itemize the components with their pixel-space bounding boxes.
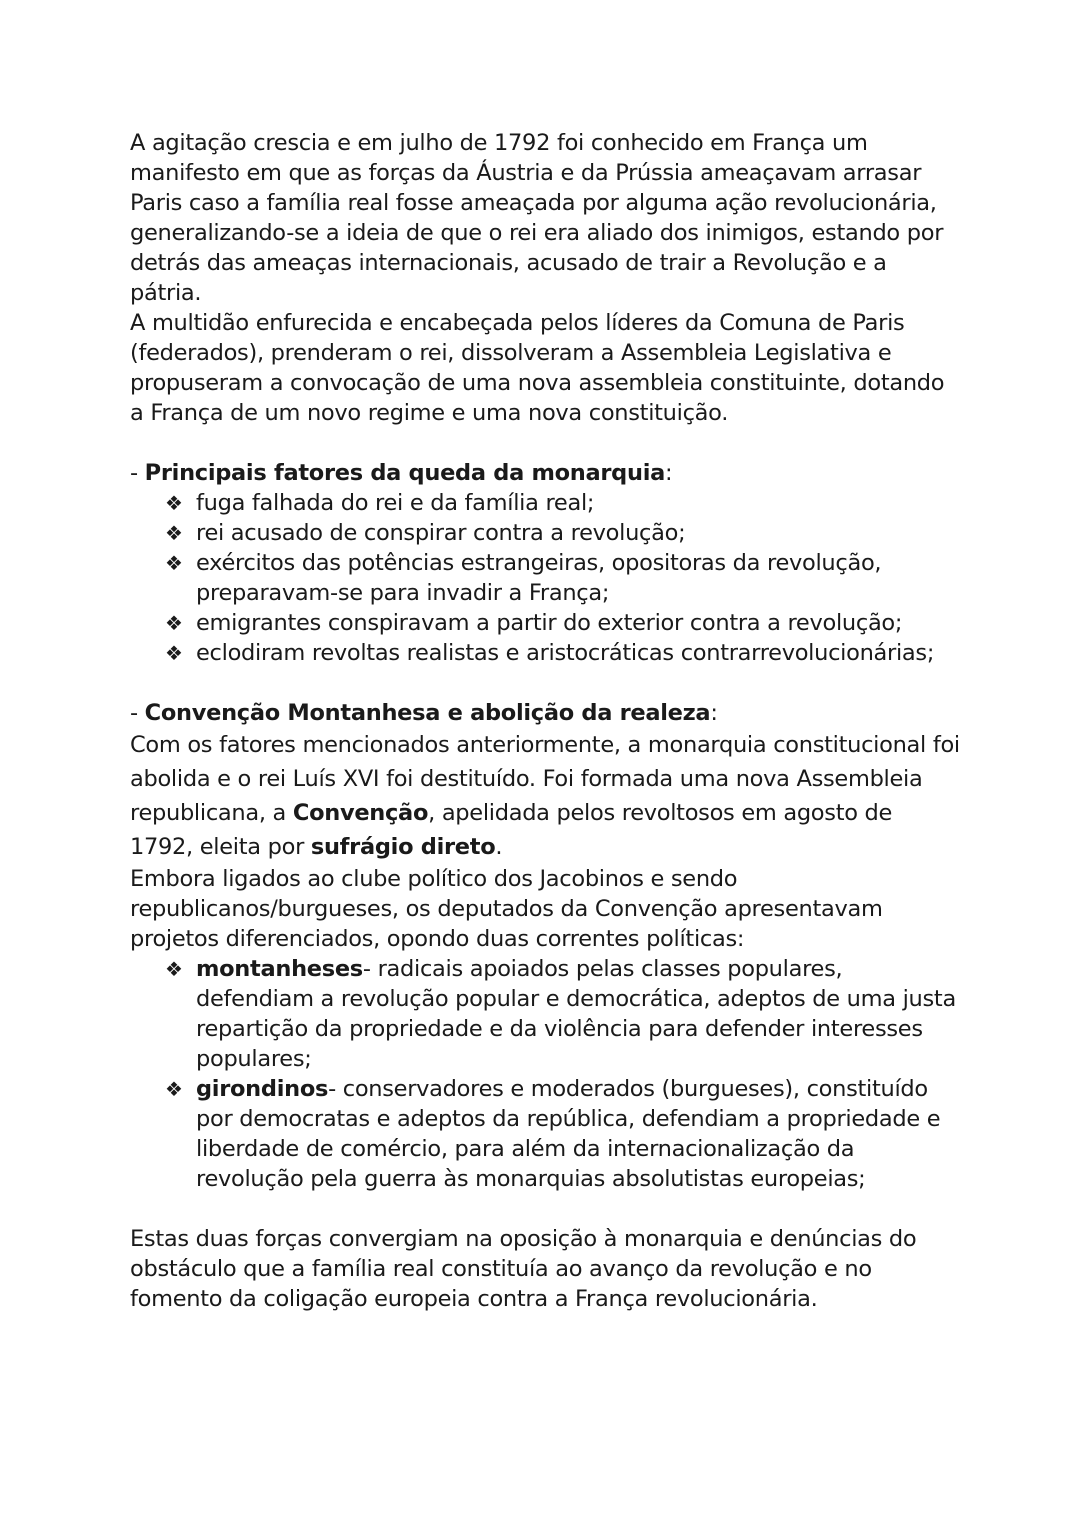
list-item-text: eclodiram revoltas realistas e aristocráticas contrarrevolucionárias;: [196, 640, 935, 666]
term-convencao: Convenção: [292, 800, 429, 826]
text-run: Com os fatores mencionados anteriormente, a monarquia constitucional foi abolida e o rei Luís XVI foi destituído. Foi formada uma nova Assembleia republicana, a: [130, 732, 960, 826]
document-page: [130, 128, 960, 1314]
spacer: [130, 1194, 960, 1224]
heading-title: Convenção Montanhesa e abolição da realeza: [144, 700, 711, 726]
list-item: [165, 638, 960, 668]
list-item-text: emigrantes conspiravam a partir do exterior contra a revolução;: [196, 610, 903, 636]
spacer: [130, 668, 960, 698]
intro-paragraph-1: A agitação crescia e em julho de 1792 foi conhecido em França um manifesto em que as forças da Áustria e da Prússia ameaçavam arrasar Paris caso a família real fosse ameaçada por alguma ação revolucionária, generalizando-se a ideia de que o rei era aliado dos inimigos, estando por detrás das ameaças internacionais, acusado de trair a Revolução e a pátria.: [130, 130, 944, 306]
term-sufragio: sufrágio direto: [310, 834, 496, 860]
term-girondinos: girondinos: [196, 1076, 329, 1102]
term-montanheses: montanheses: [196, 956, 363, 982]
heading-colon: :: [710, 700, 718, 726]
correntes-list: [130, 954, 960, 1194]
section-heading-convencao: [130, 698, 960, 728]
convencao-paragraph-2: Embora ligados ao clube político dos Jacobinos e sendo republicanos/burgueses, os deputados da Convenção apresentavam projetos diferenciados, opondo duas correntes políticas:: [130, 866, 883, 952]
conclusion-paragraph: Estas duas forças convergiam na oposição à monarquia e denúncias do obstáculo que a família real constituía ao avanço da revolução e no fomento da coligação europeia contra a França revolucionária.: [130, 1226, 917, 1312]
list-item-text: - conservadores e moderados (burgueses), constituído por democratas e adeptos da república, defendiam a propriedade e liberdade de comércio, para além da internacionalização da revolução pela guerra às monarquias absolutistas europeias;: [196, 1076, 941, 1192]
text-run: .: [495, 834, 503, 860]
list-item: [165, 1074, 960, 1194]
diamond-bullet-icon: ❖: [165, 957, 183, 981]
diamond-bullet-icon: ❖: [165, 521, 183, 545]
convencao-paragraph-1: [130, 728, 960, 864]
list-item-text: - radicais apoiados pelas classes populares, defendiam a revolução popular e democrática, adeptos de uma justa repartição da propriedade e da violência para defender interesses populares;: [196, 956, 956, 1072]
list-item: [165, 488, 960, 518]
diamond-bullet-icon: ❖: [165, 491, 183, 515]
diamond-bullet-icon: ❖: [165, 551, 183, 575]
fatores-list: [130, 488, 960, 668]
list-item-text: rei acusado de conspirar contra a revolução;: [196, 520, 686, 546]
diamond-bullet-icon: ❖: [165, 641, 183, 665]
diamond-bullet-icon: ❖: [165, 611, 183, 635]
intro-paragraph-2: A multidão enfurecida e encabeçada pelos líderes da Comuna de Paris (federados), prenderam o rei, dissolveram a Assembleia Legislativa e propuseram a convocação de uma nova assembleia constituinte, dotando a França de um novo regime e uma nova constituição.: [130, 310, 945, 426]
heading-colon: :: [665, 460, 673, 486]
heading-title: Principais fatores da queda da monarquia: [144, 460, 666, 486]
list-item: [165, 548, 960, 608]
text-run: , apelidada pelos revoltosos em agosto de 1792, eleita por: [130, 800, 893, 860]
heading-dash: -: [130, 460, 145, 486]
spacer: [130, 428, 960, 458]
heading-dash: -: [130, 700, 145, 726]
section-heading-fatores: [130, 458, 960, 488]
list-item: [165, 518, 960, 548]
list-item-text: fuga falhada do rei e da família real;: [196, 490, 595, 516]
list-item: [165, 954, 960, 1074]
list-item: [165, 608, 960, 638]
diamond-bullet-icon: ❖: [165, 1077, 183, 1101]
list-item-text: exércitos das potências estrangeiras, opositoras da revolução, preparavam-se para invadir a França;: [196, 550, 882, 606]
